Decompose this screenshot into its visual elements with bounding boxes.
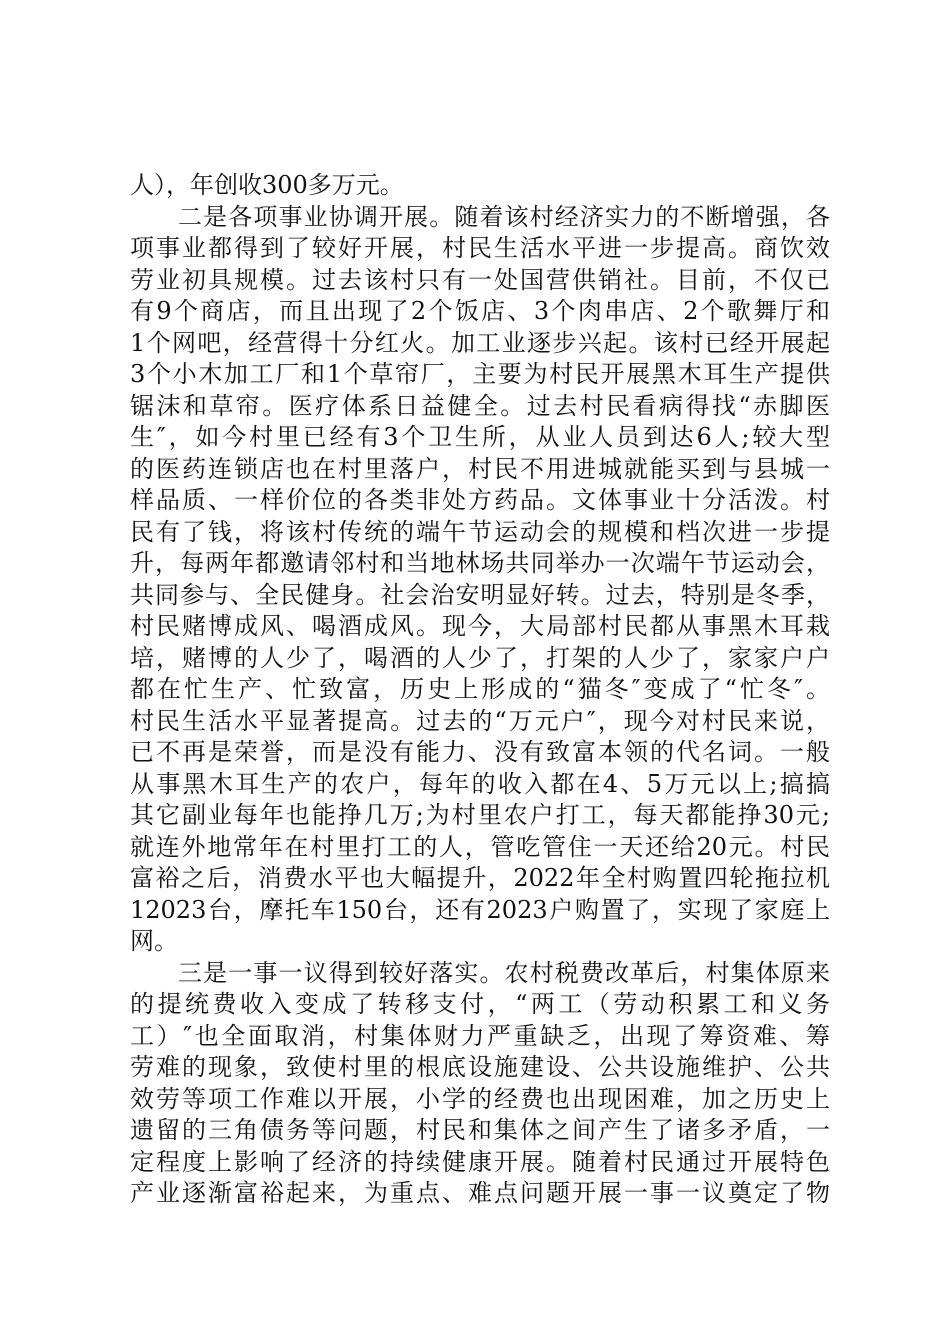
text-line: 产业逐渐富裕起来，为重点、难点问题开展一事一议奠定了物: [130, 1179, 830, 1207]
text-line: 富裕之后，消费水平也大幅提升，2022年全村购置四轮拖拉机: [130, 864, 830, 892]
text-line: 项事业都得到了较好开展，村民生活水平进一步提高。商饮效: [130, 234, 830, 262]
text-line: 遗留的三角债务等问题，村民和集体之间产生了诸多矛盾，一: [130, 1116, 830, 1144]
text-line: 锯沫和草帘。医疗体系日益健全。过去村民看病得找“赤脚医: [130, 391, 830, 420]
text-line: 劳难的现象，致使村里的根底设施建设、公共设施维护、公共: [130, 1053, 830, 1081]
paragraph-end-line: 网。: [130, 927, 178, 955]
text-line: 就连外地常年在村里打工的人，管吃管住一天还给20元。村民: [130, 832, 830, 861]
paragraph-start-line: 三是一事一议得到较好落实。农村税费改革后，村集体原来: [178, 958, 830, 987]
text-line: 的医药连锁店也在村里落户，村民不用进城就能买到与县城一: [130, 454, 830, 483]
text-line: 1个网吧，经营得十分红火。加工业逐步兴起。该村已经开展起: [130, 328, 830, 357]
text-line: 培，赌博的人少了，喝酒的人少了，打架的人少了，家家户户: [130, 643, 830, 672]
text-line: 样品质、一样价位的各类非处方药品。文体事业十分活泼。村: [130, 486, 830, 514]
text-line: 从事黑木耳生产的农户，每年的收入都在4、5万元以上;搞搞: [130, 769, 830, 798]
text-line: 生″，如今村里已经有3个卫生所，从业人员到达6人;较大型: [130, 423, 830, 451]
text-line: 人），年创收300多万元。: [130, 171, 404, 199]
text-line: 3个小木加工厂和1个草帘厂，主要为村民开展黑木耳生产提供: [130, 360, 830, 388]
text-line: 有9个商店，而且出现了2个饭店、3个肉串店、2个歌舞厅和: [130, 297, 830, 325]
text-line: 其它副业每年也能挣几万;为村里农户打工，每天都能挣30元;: [130, 801, 830, 829]
paragraph-start-line: 二是各项事业协调开展。随着该村经济实力的不断增强，各: [178, 202, 830, 231]
body-text: [130, 170, 830, 1210]
text-line: 的提统费收入变成了转移支付，“两工（劳动积累工和义务: [130, 990, 830, 1018]
text-line: 劳业初具规模。过去该村只有一处国营供销社。目前，不仅已: [130, 265, 830, 294]
text-line: 村民生活水平显著提高。过去的“万元户″，现今对村民来说，: [130, 706, 830, 735]
text-line: 效劳等项工作难以开展，小学的经费也出现困难，加之历史上: [130, 1084, 830, 1113]
text-line: 村民赌博成风、喝酒成风。现今，大局部村民都从事黑木耳栽: [130, 612, 830, 640]
text-line: 都在忙生产、忙致富，历史上形成的“猫冬″变成了“忙冬″。: [130, 675, 830, 703]
text-line: 共同参与、全民健身。社会治安明显好转。过去，特别是冬季，: [130, 580, 830, 609]
text-line: 工）″也全面取消，村集体财力严重缺乏，出现了筹资难、筹: [130, 1021, 830, 1050]
text-line: 民有了钱，将该村传统的端午节运动会的规模和档次进一步提: [130, 517, 830, 546]
text-line: 升，每两年都邀请邻村和当地林场共同举办一次端午节运动会，: [130, 549, 830, 577]
text-line: 定程度上影响了经济的持续健康开展。随着村民通过开展特色: [130, 1147, 830, 1176]
text-line: 12023台，摩托车150台，还有2023户购置了，实现了家庭上: [130, 895, 830, 924]
text-line: 已不再是荣誉，而是没有能力、没有致富本领的代名词。一般: [130, 738, 830, 766]
